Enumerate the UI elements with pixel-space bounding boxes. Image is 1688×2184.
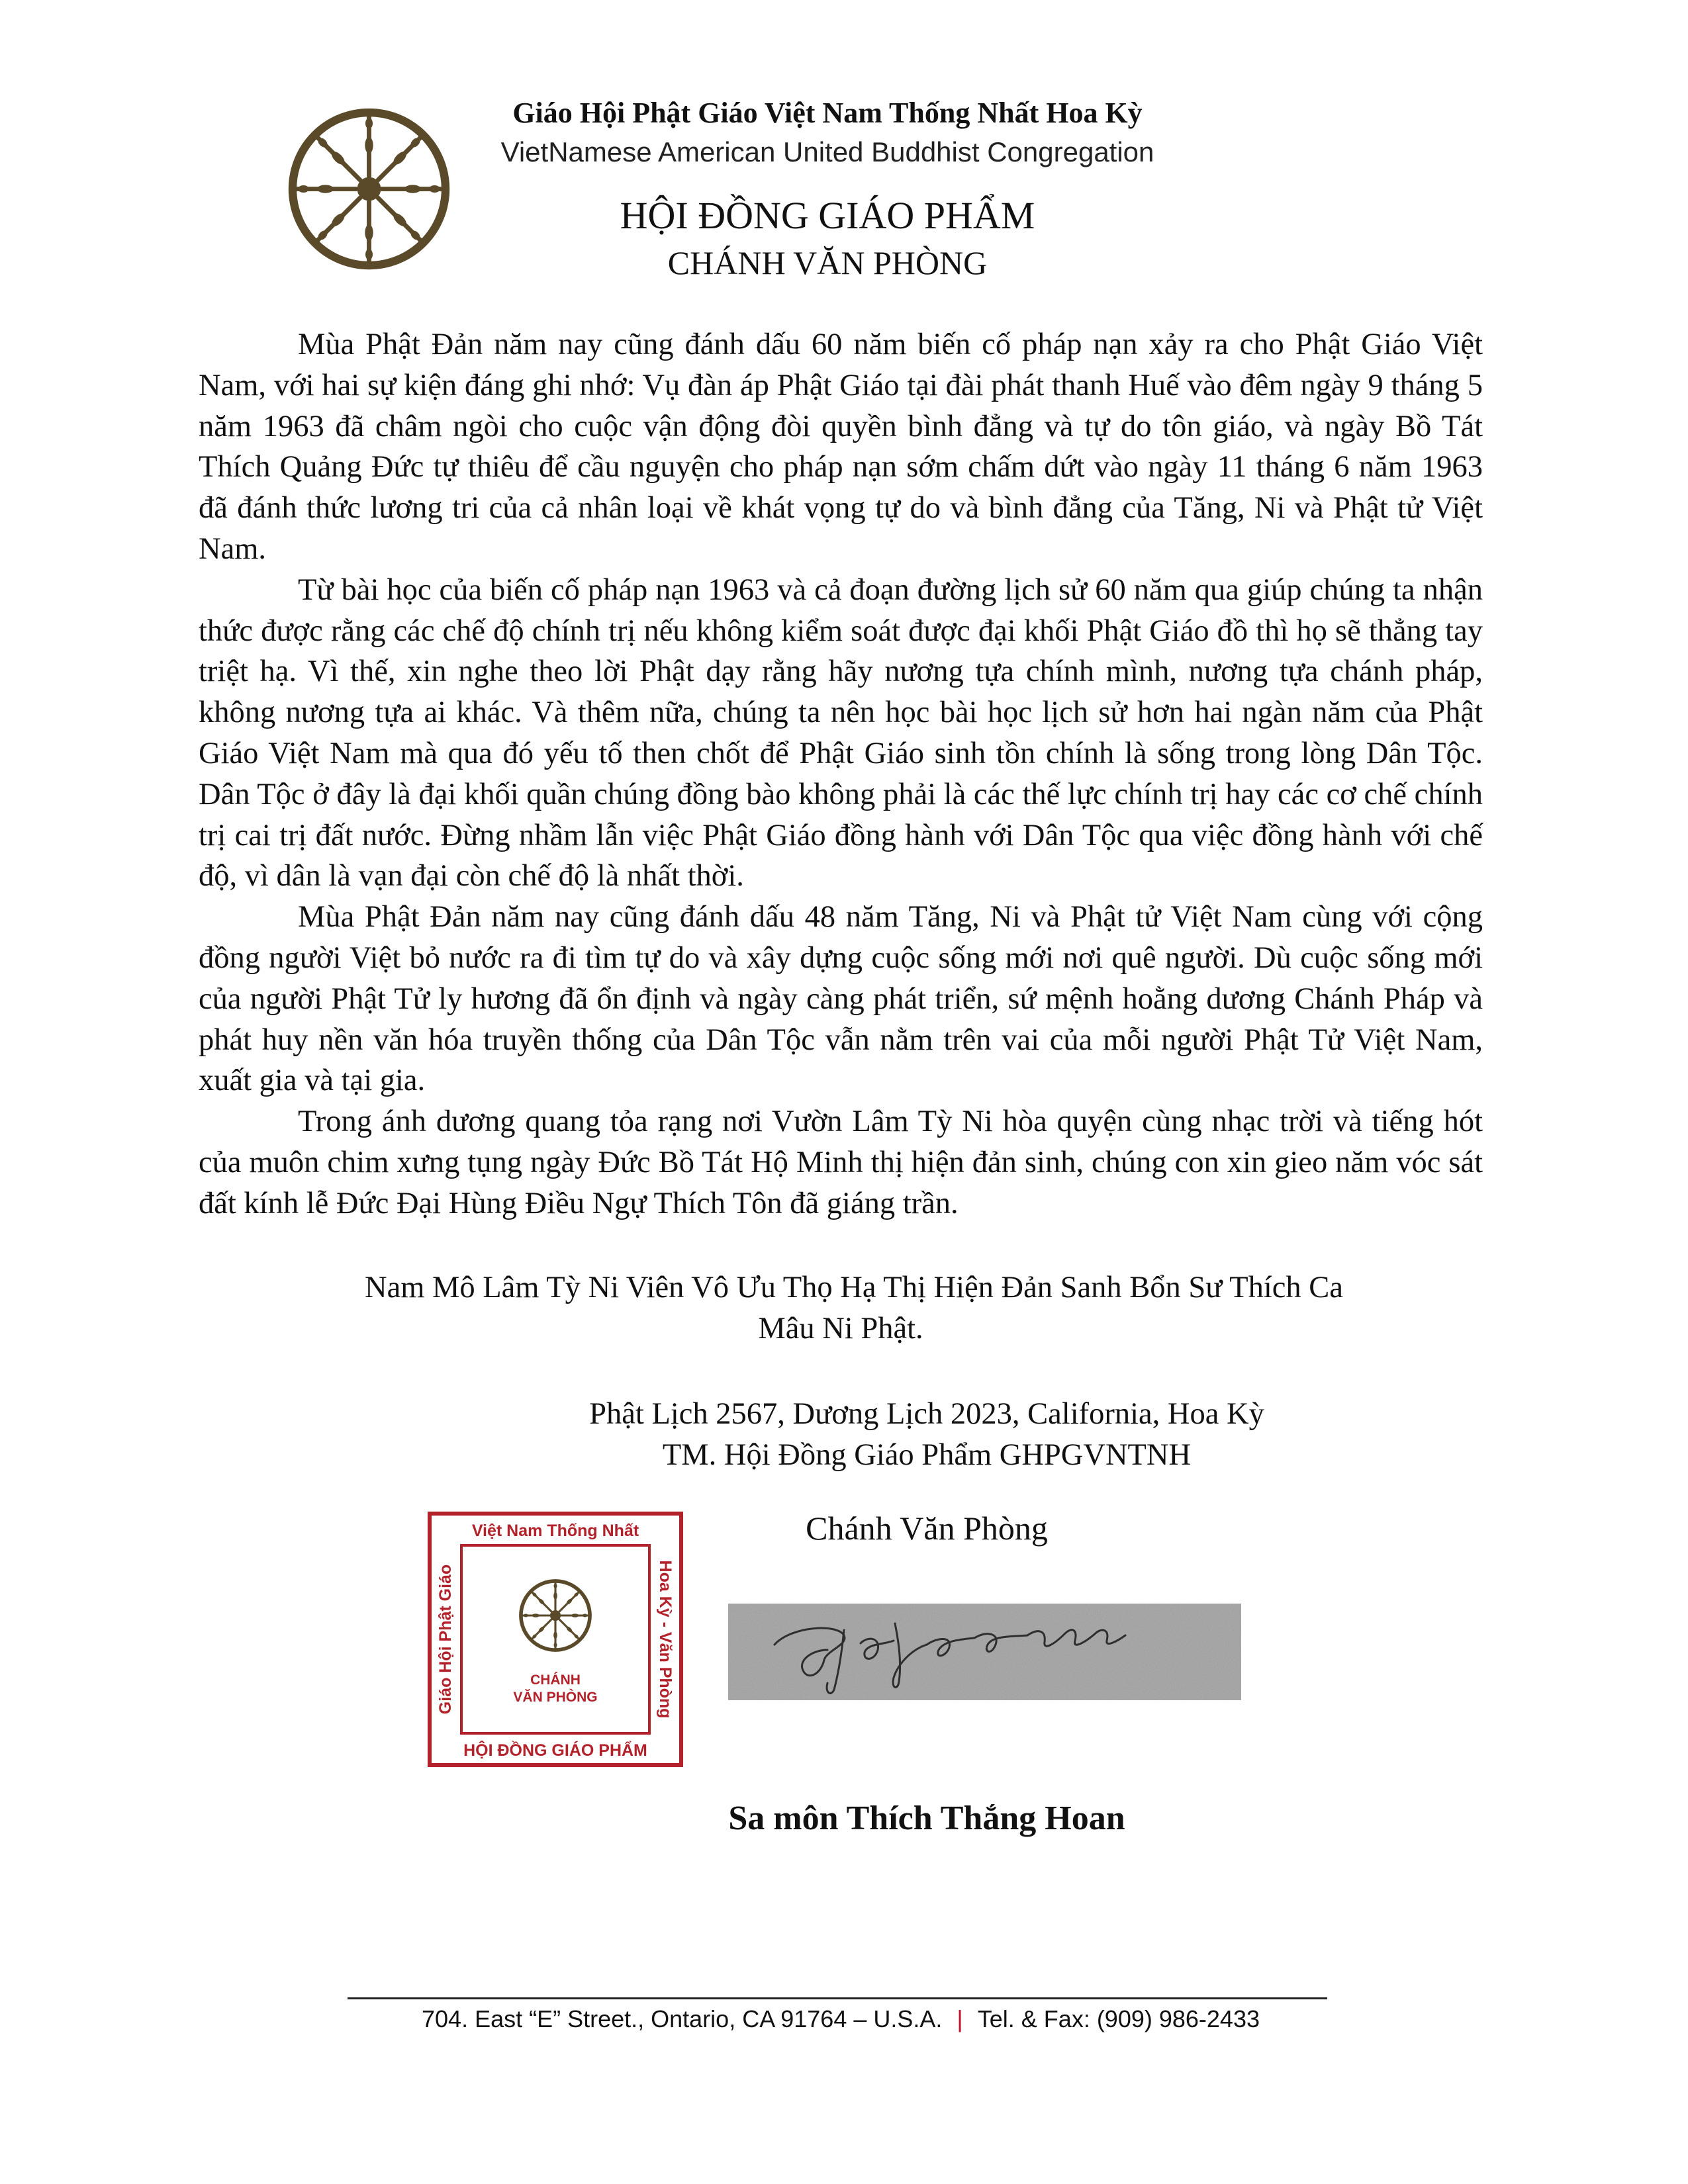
paragraph: Mùa Phật Đản năm nay cũng đánh dấu 48 năm Tăng, Ni và Phật tử Việt Nam cùng với cộng đồng người Việt bỏ nước ra đi tìm tự do và xây dựng cuộc sống mới nơi quê người. Dù cuộc sống mới của người Phật Tử ly hương đã ổn định và ngày càng phát triển, sứ mệnh hoằng dương Chánh Pháp và phát huy nền văn hóa truyền thống của Dân Tộc vẫn nằm trên vai của mỗi người Phật Tử Việt Nam, xuất gia và tại gia. [199, 900, 1483, 1098]
handwritten-signature [728, 1604, 1241, 1700]
seal-bottom-text: HỘI ĐỒNG GIÁO PHẨM [463, 1741, 647, 1760]
seal-top-text: Việt Nam Thống Nhất [471, 1522, 639, 1540]
footer-contact [199, 2005, 1483, 2033]
invocation-line: Mâu Ni Phật. [758, 1311, 923, 1345]
seal-left-text: Giáo Hội Phật Giáo [436, 1564, 455, 1715]
invocation [199, 1267, 1483, 1349]
paragraph: Trong ánh dương quang tỏa rạng nơi Vườn Lâm Tỳ Ni hòa quyện cùng nhạc trời và tiếng hót của muôn chim xưng tụng ngày Đức Bồ Tát Hộ Minh thị hiện đản sinh, chúng con xin gieo năm vóc sát đất kính lễ Đức Đại Hùng Điều Ngự Thích Tôn đã giáng trần. [199, 1105, 1483, 1220]
signer-name: Sa môn Thích Thắng Hoan [728, 1799, 1125, 1837]
organization-name-english: VietNamese American United Buddhist Congregation [500, 136, 1154, 167]
dharma-wheel-logo-icon [278, 98, 460, 280]
paragraph: Từ bài học của biến cố pháp nạn 1963 và cả đoạn đường lịch sử 60 năm qua giúp chúng ta nhận thức được rằng các chế độ chính trị nếu không kiểm soát được đại khối Phật Giáo đồ thì họ sẽ thẳng tay triệt hạ. Vì thế, xin nghe theo lời Phật dạy rằng hãy nương tựa chính mình, nương tựa chánh pháp, không nương tựa ai khác. Và thêm nữa, chúng ta nên học bài học lịch sử hơn hai ngàn năm của Phật Giáo Việt Nam mà qua đó yếu tố then chốt để Phật Giáo sinh tồn chính là sống trong lòng Dân Tộc. Dân Tộc ở đây là đại khối quần chúng đồng bào không phải là các thế lực chính trị hay các cơ chế chính trị cai trị đất nước. Đừng nhầm lẫn việc Phật Giáo đồng hành với Dân Tộc qua việc đồng hành với chế độ, vì dân là vạn đại còn chế độ là nhất thời. [199, 572, 1483, 893]
seal-center-line: CHÁNH [530, 1672, 581, 1688]
letter-body [199, 324, 1483, 1224]
date-place-line: Phật Lịch 2567, Dương Lịch 2023, California, Hoa Kỳ [589, 1397, 1264, 1431]
invocation-line: Nam Mô Lâm Tỳ Ni Viên Vô Ưu Thọ Hạ Thị Hiện Đản Sanh Bổn Sư Thích Ca [365, 1271, 1343, 1304]
signatory-title: Chánh Văn Phòng [806, 1510, 1048, 1547]
office-title: CHÁNH VĂN PHÒNG [667, 244, 988, 281]
seal-center-line: VĂN PHÒNG [513, 1690, 598, 1705]
paragraph: Mùa Phật Đản năm nay cũng đánh dấu 60 năm biến cố pháp nạn xảy ra cho Phật Giáo Việt Nam, với hai sự kiện đáng ghi nhớ: Vụ đàn áp Phật Giáo tại đài phát thanh Huế vào đêm ngày 9 tháng 5 năm 1963 đã châm ngòi cho cuộc vận động đòi quyền bình đẳng và tự do tôn giáo, và ngày Bồ Tát Thích Quảng Đức tự thiêu để cầu nguyện cho pháp nạn sớm chấm dứt vào ngày 11 tháng 6 năm 1963 đã đánh thức lương tri của cả nhân loại về khát vọng tự do và bình đẳng của Tăng, Ni và Phật tử Việt Nam. [199, 328, 1483, 566]
footer-address: 704. East “E” Street., Ontario, CA 91764 – U.S.A. [422, 2005, 943, 2032]
on-behalf-line: TM. Hội Đồng Giáo Phẩm GHPGVNTNH [662, 1438, 1192, 1472]
office-seal-stamp [427, 1511, 684, 1768]
seal-dharma-wheel-icon [521, 1581, 590, 1650]
seal-right-text: Hoa Kỳ - Văn Phòng [656, 1560, 675, 1719]
footer-phone: Tel. & Fax: (909) 986-2433 [977, 2005, 1260, 2032]
council-title: HỘI ĐỒNG GIÁO PHẨM [620, 194, 1035, 237]
footer-separator: | [957, 2005, 963, 2032]
footer-divider [348, 1997, 1327, 1999]
organization-name-vietnamese: Giáo Hội Phật Giáo Việt Nam Thống Nhất Hoa Kỳ [512, 97, 1143, 129]
